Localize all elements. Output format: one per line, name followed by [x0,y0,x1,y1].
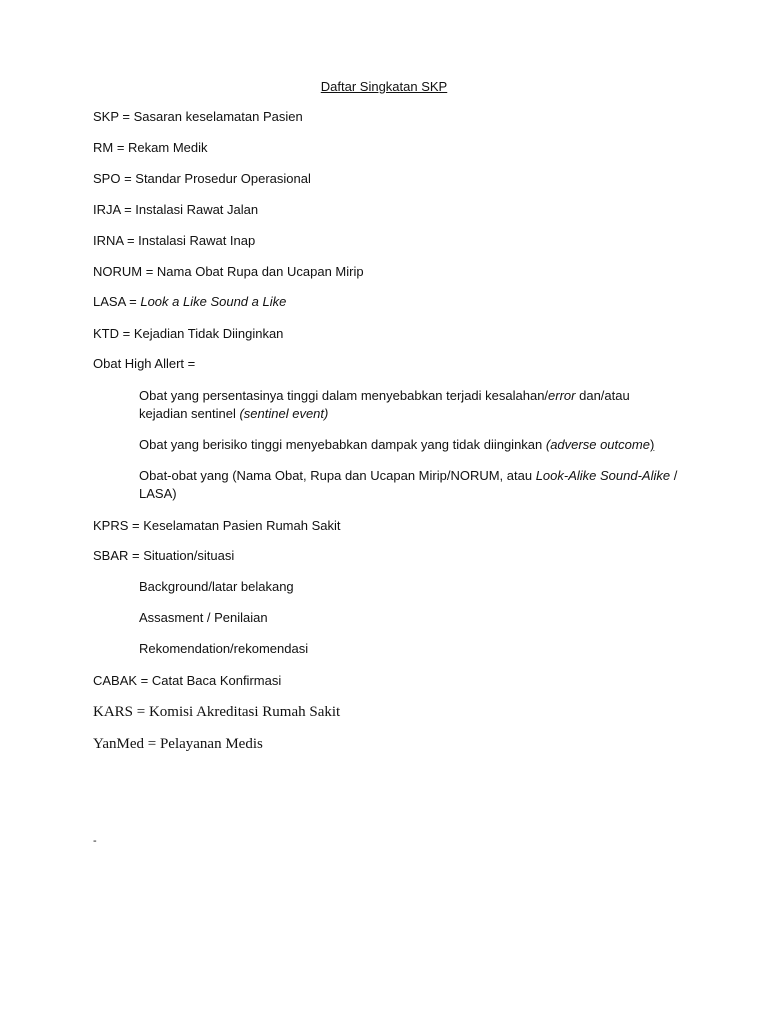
high-alert-item-1-italic: error [548,388,576,403]
entry-lasa-prefix: LASA = [93,294,141,309]
entry-high-alert: Obat High Allert = [93,356,196,371]
entry-norum: NORUM = Nama Obat Rupa dan Ucapan Mirip [93,264,364,279]
high-alert-item-3-italic: Look-Alike Sound-Alike [535,468,671,483]
high-alert-item-3-tail: / [670,468,678,483]
high-alert-item-1-italic-2: (sentinel event) [239,406,329,421]
sbar-item-background: Background/latar belakang [139,579,294,594]
entry-lasa-italic: Look a Like Sound a Like [140,294,287,309]
high-alert-item-2-tail: ) [649,437,655,452]
entry-irna: IRNA = Instalasi Rawat Inap [93,233,256,248]
entry-kars: KARS = Komisi Akreditasi Rumah Sakit [93,704,341,720]
entry-spo: SPO = Standar Prosedur Operasional [93,171,311,186]
entry-sbar: SBAR = Situation/situasi [93,548,235,563]
high-alert-item-3-line-1 [139,467,677,485]
high-alert-item-1-text-2: kejadian sentinel [139,406,240,421]
high-alert-item-1-tail: dan/atau [575,388,630,403]
high-alert-item-1-line-1 [139,387,630,405]
entry-cabak: CABAK = Catat Baca Konfirmasi [93,673,282,688]
high-alert-item-3-line-2: LASA) [139,486,177,501]
entry-yanmed: YanMed = Pelayanan Medis [93,736,263,752]
entry-lasa [93,293,286,311]
sbar-item-assessment: Assasment / Penilaian [139,610,268,625]
entry-irja: IRJA = Instalasi Rawat Jalan [93,202,259,217]
entry-rm: RM = Rekam Medik [93,140,208,155]
high-alert-item-1-line-2 [139,405,328,423]
entry-skp: SKP = Sasaran keselamatan Pasien [93,109,303,124]
trailing-mark: - [93,835,97,847]
high-alert-item-3-text: Obat-obat yang (Nama Obat, Rupa dan Ucapan Mirip/NORUM, atau [139,468,536,483]
high-alert-item-2-italic: (adverse outcome [545,437,650,452]
high-alert-item-2-text: Obat yang berisiko tinggi menyebabkan dampak yang tidak diinginkan [139,437,546,452]
high-alert-item-1-text: Obat yang persentasinya tinggi dalam menyebabkan terjadi kesalahan/ [139,388,549,403]
high-alert-item-2 [139,436,654,454]
entry-kprs: KPRS = Keselamatan Pasien Rumah Sakit [93,518,341,533]
sbar-item-recommendation: Rekomendation/rekomendasi [139,641,309,656]
entry-ktd: KTD = Kejadian Tidak Diinginkan [93,326,284,341]
document-title: Daftar Singkatan SKP [320,79,448,94]
